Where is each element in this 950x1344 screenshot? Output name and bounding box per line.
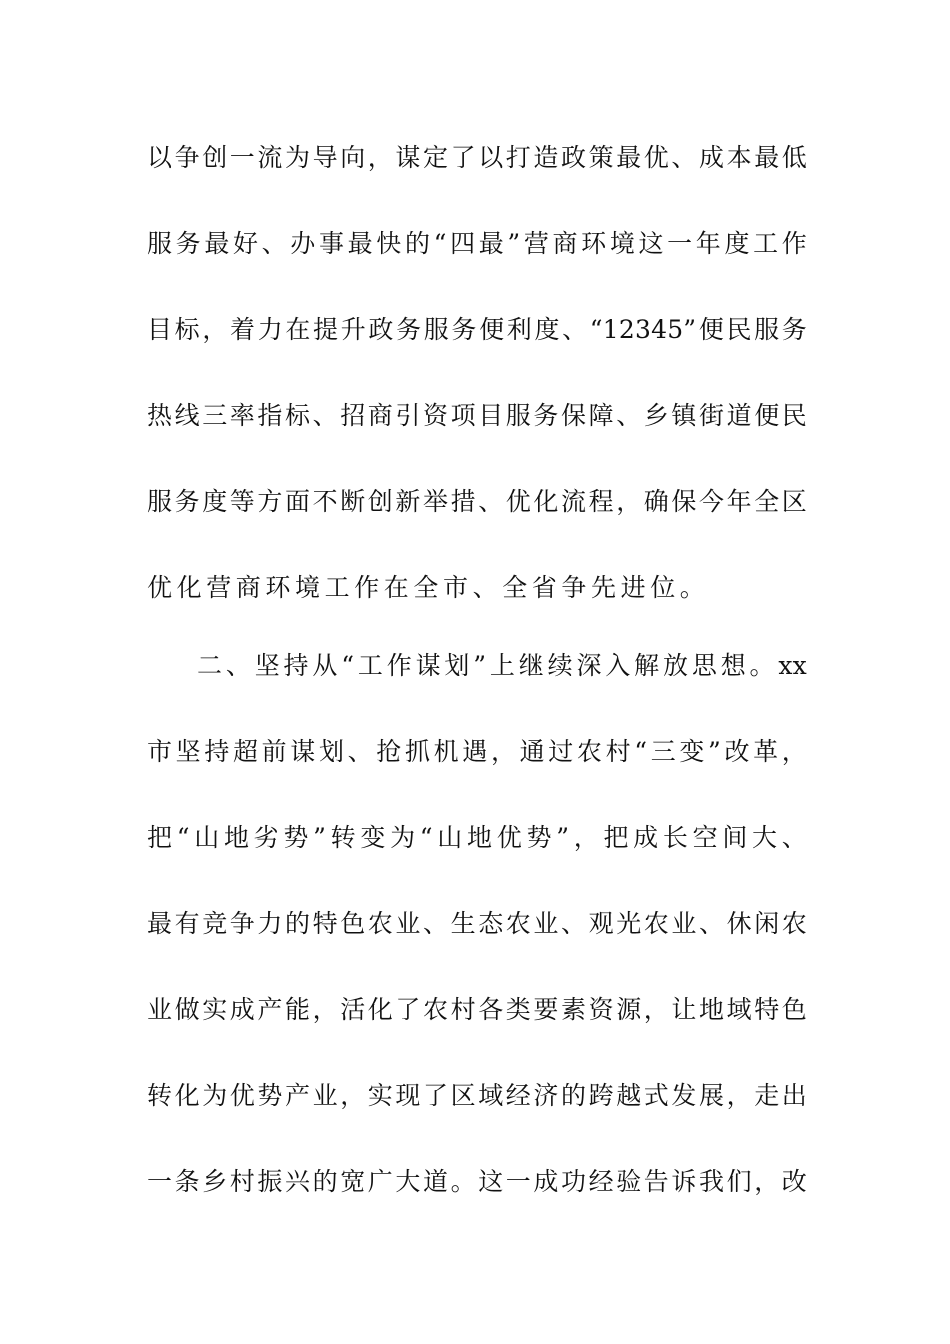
text-line-6: 优化营商环境工作在全市、全省争先进位。 — [147, 573, 710, 602]
text-line-4: 热线三率指标、招商引资项目服务保障、乡镇街道便民 — [147, 401, 807, 430]
text-line-3: 目标，着力在提升政务服务便利度、“12345”便民服务 — [147, 315, 807, 344]
text-line-11: 业做实成产能，活化了农村各类要素资源，让地域特色 — [147, 995, 807, 1024]
text-line-2: 服务最好、办事最快的“四最”营商环境这一年度工作 — [147, 229, 807, 258]
text-line-10: 最有竞争力的特色农业、生态农业、观光农业、休闲农 — [147, 909, 807, 938]
text-line-12: 转化为优势产业，实现了区域经济的跨越式发展，走出 — [147, 1081, 807, 1110]
text-line-5: 服务度等方面不断创新举措、优化流程，确保今年全区 — [147, 487, 807, 516]
text-line-8: 市坚持超前谋划、抢抓机遇，通过农村“三变”改革， — [147, 737, 807, 766]
text-line-13: 一条乡村振兴的宽广大道。这一成功经验告诉我们，改 — [147, 1167, 807, 1196]
text-line-9: 把“山地劣势”转变为“山地优势”，把成长空间大、 — [147, 823, 807, 852]
text-line-1: 以争创一流为导向，谋定了以打造政策最优、成本最低 — [147, 143, 807, 172]
paragraph-heading-line: 二、坚持从“工作谋划”上继续深入解放思想。xx — [197, 651, 807, 680]
